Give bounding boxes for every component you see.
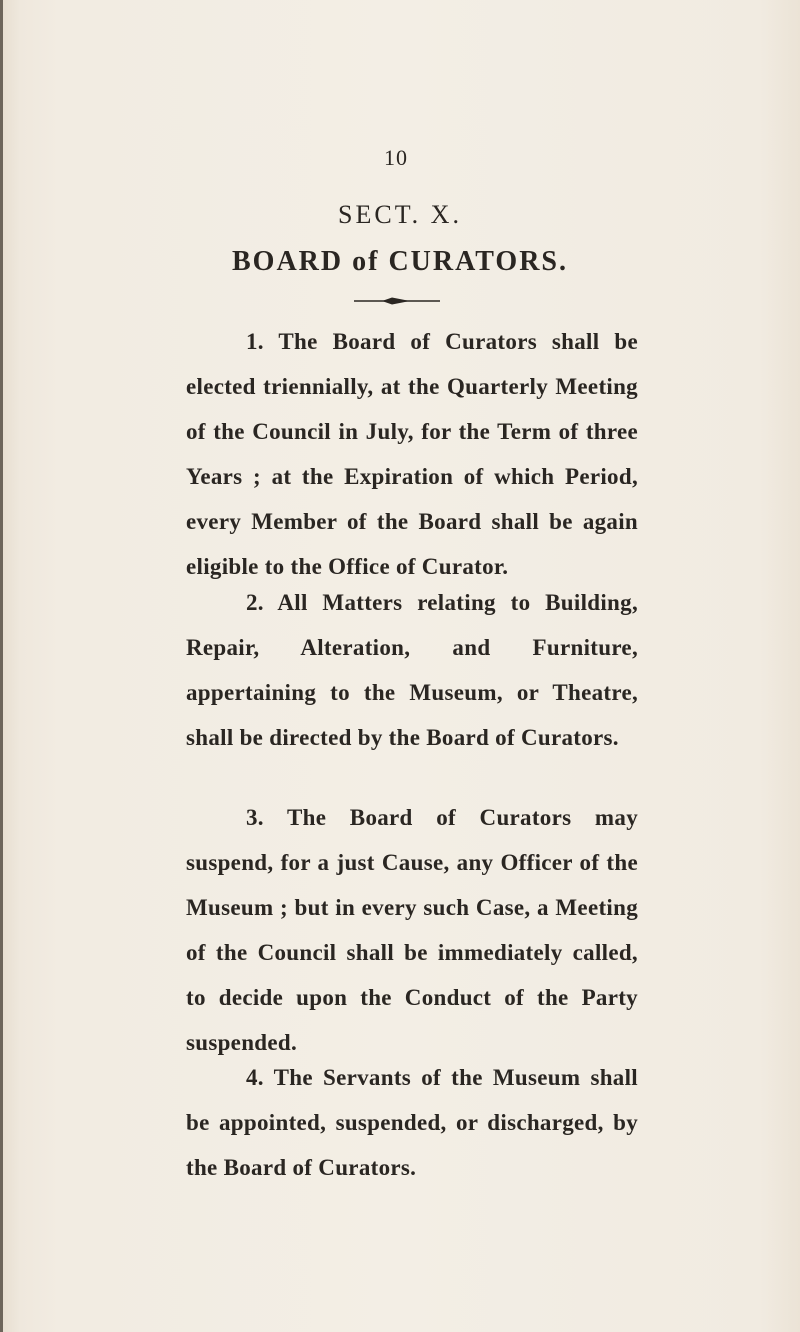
rule-paragraph-1: 1. The Board of Curators shall be elected triennially, at the Quarterly Meeting of the Council in July, for the Term of three Years ; at the Expiration of which Period, every Member of the Board shall be again eligible to the Office of Curator. [186, 329, 638, 579]
section-title: BOARD of CURATORS. [232, 246, 568, 277]
rule-paragraph-2: 2. All Matters relating to Building, Repair, Alteration, and Furniture, appertaining to the Museum, or Theatre, shall be directed by the Board of Curators. [186, 590, 638, 750]
page-number: 10 [384, 145, 408, 170]
ornamental-rule [352, 296, 442, 306]
rule-paragraph-4: 4. The Servants of the Museum shall be appointed, suspended, or discharged, by the Board of Curators. [186, 1065, 638, 1180]
section-heading: SECT. X. [338, 200, 462, 229]
rule-paragraph-3: 3. The Board of Curators may suspend, for a just Cause, any Officer of the Museum ; but in every such Case, a Meeting of the Council shall be immediately called, to decide upon the Conduct of the Party suspended. [186, 805, 638, 1055]
